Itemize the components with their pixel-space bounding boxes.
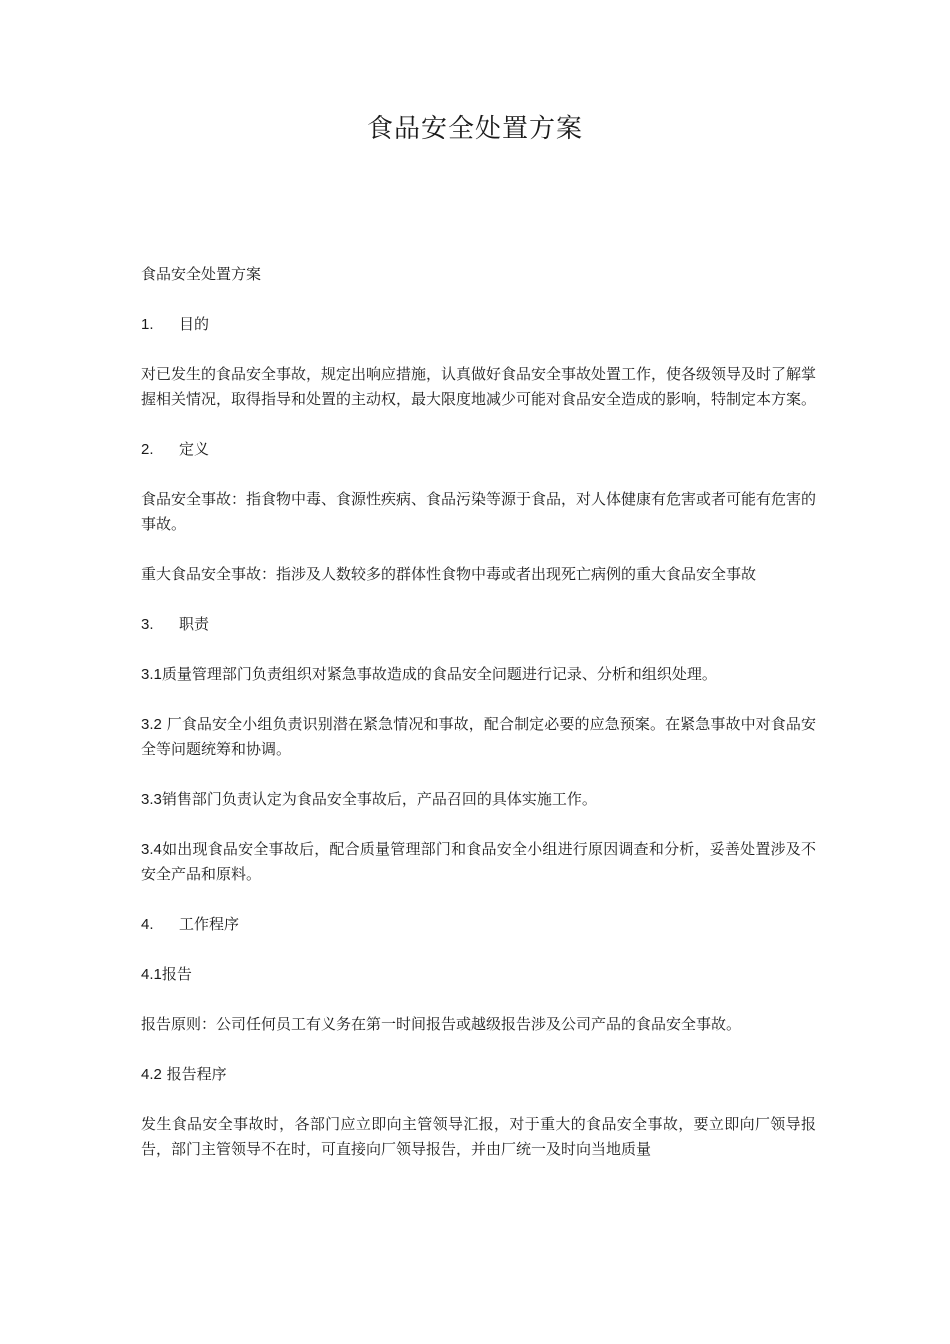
subsection-title: 报告程序 (161, 1065, 227, 1083)
item-text: 销售部门负责认定为食品安全事故后，产品召回的具体实施工作。 (161, 790, 597, 808)
responsibility-item (141, 712, 816, 762)
section-number: 1. (141, 316, 154, 333)
section-heading-responsibilities (141, 612, 816, 637)
section-heading-procedure (141, 912, 816, 937)
section-heading-purpose (141, 312, 816, 337)
section-title: 目的 (179, 315, 210, 333)
paragraph-definition-major-incident: 重大食品安全事故：指涉及人数较多的群体性食物中毒或者出现死亡病例的重大食品安全事故 (141, 565, 757, 583)
paragraph-purpose: 对已发生的食品安全事故，规定出响应措施，认真做好食品安全事故处置工作，使各级领导及时了解掌握相关情况，取得指导和处置的主动权，最大限度地减少可能对食品安全造成的影响，特制定本方案。 (141, 365, 817, 408)
item-number: 3.3 (141, 791, 162, 808)
section-number: 4. (141, 916, 154, 933)
item-text: 厂食品安全小组负责识别潜在紧急情况和事故，配合制定必要的应急预案。在紧急事故中对食品安全等问题统筹和协调。 (141, 715, 816, 758)
responsibility-item (141, 662, 816, 687)
subsection-number: 4.2 (141, 1066, 162, 1083)
item-number: 3.4 (141, 841, 162, 858)
paragraph-definition-incident: 食品安全事故：指食物中毒、食源性疾病、食品污染等源于食品，对人体健康有危害或者可能有危害的事故。 (141, 490, 817, 533)
subsection-number: 4.1 (141, 966, 162, 983)
section-title: 定义 (179, 440, 210, 458)
section-number: 2. (141, 441, 154, 458)
item-text: 如出现食品安全事故后，配合质量管理部门和食品安全小组进行原因调查和分析，妥善处置涉及不安全产品和原料。 (141, 840, 816, 883)
item-number: 3.2 (141, 716, 162, 733)
item-text: 质量管理部门负责组织对紧急事故造成的食品安全问题进行记录、分析和组织处理。 (161, 665, 717, 683)
document-title: 食品安全处置方案 (366, 114, 583, 144)
responsibility-item (141, 787, 816, 812)
item-number: 3.1 (141, 666, 162, 683)
subsection-heading-report-procedure (141, 1062, 816, 1087)
subsection-heading-report (141, 962, 816, 987)
paragraph-report-procedure: 发生食品安全事故时，各部门应立即向主管领导汇报，对于重大的食品安全事故，要立即向厂领导报告，部门主管领导不在时，可直接向厂领导报告，并由厂统一及时向当地质量 (141, 1115, 816, 1158)
subsection-title: 报告 (161, 965, 192, 983)
section-title: 工作程序 (179, 915, 240, 933)
section-title: 职责 (179, 615, 210, 633)
section-number: 3. (141, 616, 154, 633)
document-body (141, 262, 816, 1187)
paragraph-report-principle: 报告原则：公司任何员工有义务在第一时间报告或越级报告涉及公司产品的食品安全事故。 (141, 1015, 742, 1033)
section-heading-definition (141, 437, 816, 462)
document-subtitle: 食品安全处置方案 (141, 265, 262, 283)
responsibility-item (141, 837, 816, 887)
